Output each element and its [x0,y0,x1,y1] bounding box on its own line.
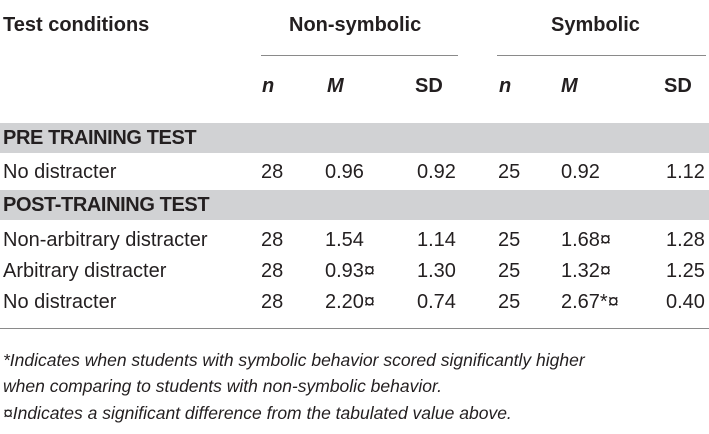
ns-n-cell: 28 [261,229,284,251]
section-title: POST-TRAINING TEST [3,194,210,216]
footnote-significance-cont: when comparing to students with non-symbolic behavior. [3,376,443,396]
s-m-cell: 2.67*¤ [561,291,619,313]
row-label: Arbitrary distracter [3,260,167,282]
ns-n-cell: 28 [261,260,284,282]
s-n-cell: 25 [498,161,521,183]
nonsymbolic-group-header: Non-symbolic [289,14,422,36]
nonsymbolic-group-rule [261,55,458,56]
ns-sd-cell: 1.14 [417,229,456,251]
footnote-difference: ¤Indicates a significant difference from the tabulated value above. [3,403,512,423]
symbolic-group-header: Symbolic [551,14,640,36]
s-m-cell: 1.68¤ [561,229,612,251]
s-sd-header: SD [664,75,692,97]
row-label: No distracter [3,291,117,313]
symbolic-group-rule [497,55,706,56]
s-n-cell: 25 [498,291,521,313]
s-sd-cell: 1.25 [666,260,705,282]
footnote-significance: *Indicates when students with symbolic behavior scored significantly higher [3,350,585,370]
row-label: Non-arbitrary distracter [3,229,208,251]
ns-sd-header: SD [415,75,443,97]
ns-n-cell: 28 [261,161,284,183]
table-bottom-rule [0,328,709,329]
s-sd-cell: 1.28 [666,229,705,251]
s-m-header: M [561,75,578,97]
ns-sd-cell: 0.74 [417,291,456,313]
s-n-cell: 25 [498,229,521,251]
s-n-header: n [499,75,512,97]
ns-m-cell: 1.54 [325,229,364,251]
ns-sd-cell: 0.92 [417,161,456,183]
s-n-cell: 25 [498,260,521,282]
ns-sd-cell: 1.30 [417,260,456,282]
s-m-cell: 1.32¤ [561,260,612,282]
test-conditions-header: Test conditions [3,14,150,36]
ns-n-header: n [262,75,275,97]
ns-n-cell: 28 [261,291,284,313]
section-title: PRE TRAINING TEST [3,127,197,149]
ns-m-cell: 2.20¤ [325,291,376,313]
ns-m-header: M [327,75,344,97]
ns-m-cell: 0.96 [325,161,364,183]
row-label: No distracter [3,161,117,183]
s-sd-cell: 1.12 [666,161,705,183]
ns-m-cell: 0.93¤ [325,260,376,282]
s-sd-cell: 0.40 [666,291,705,313]
s-m-cell: 0.92 [561,161,600,183]
